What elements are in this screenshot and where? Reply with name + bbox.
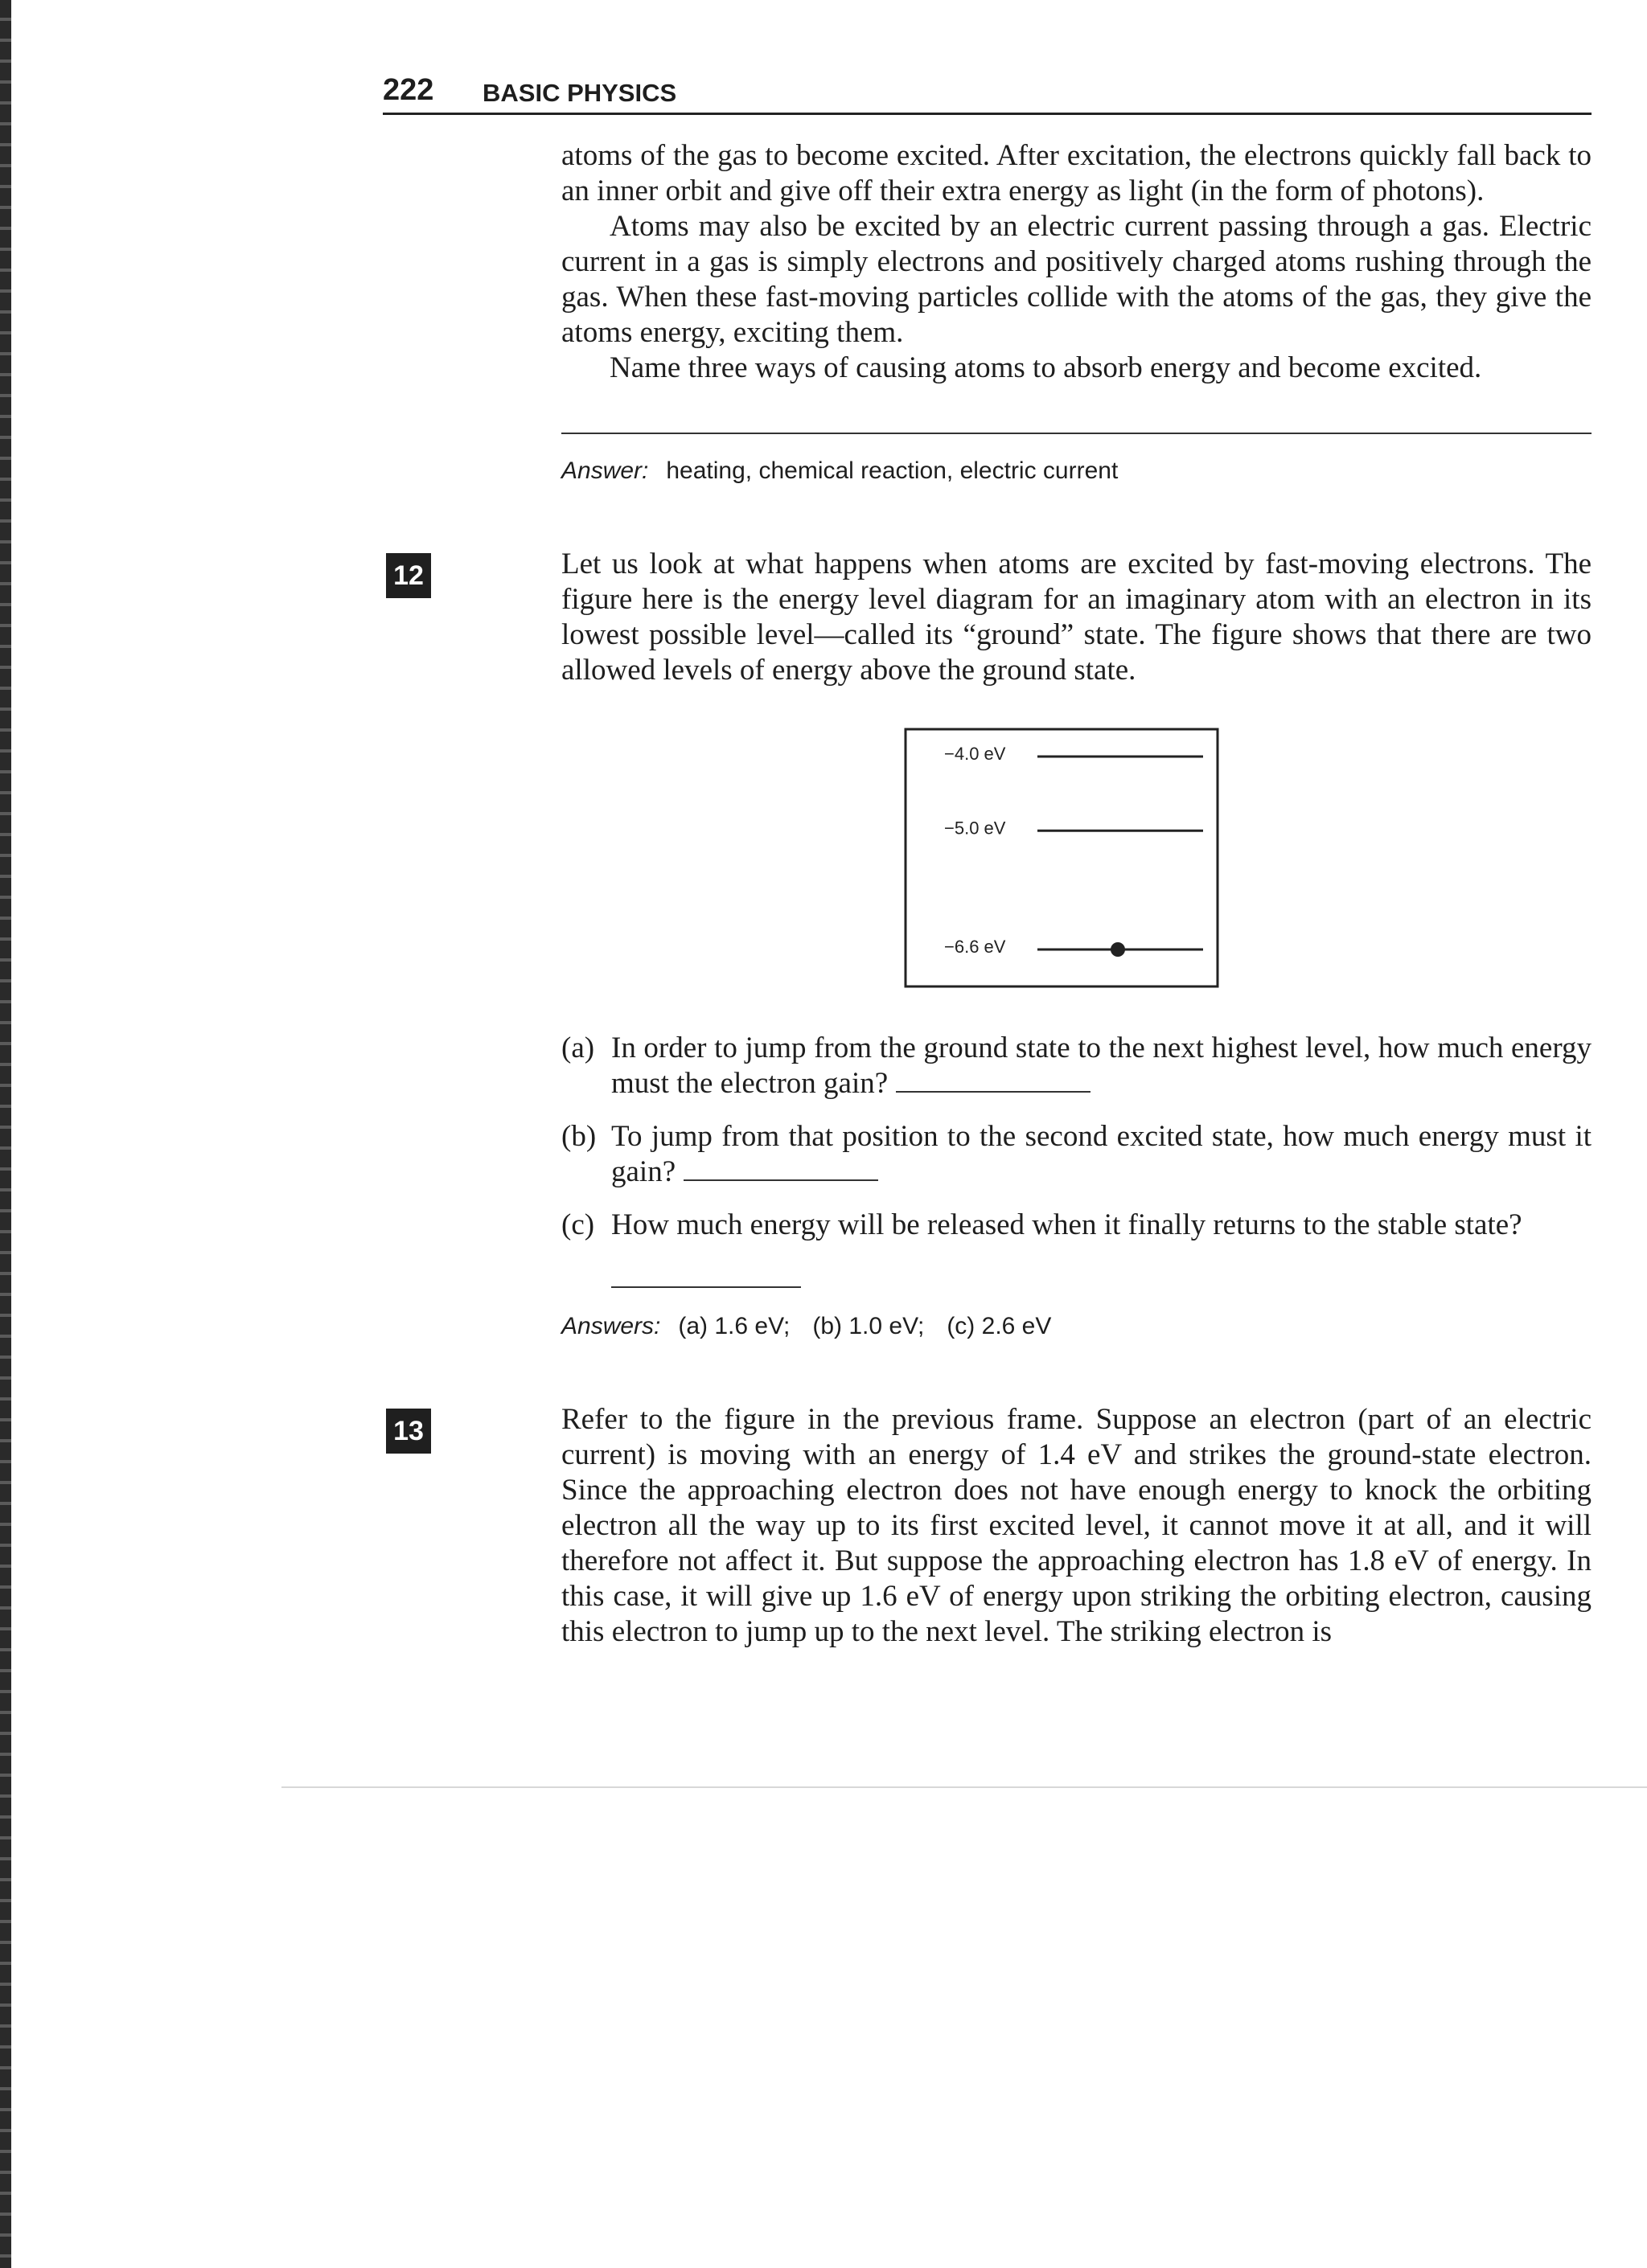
intro-paragraph-1: atoms of the gas to become excited. After excitation, the electrons quickly fall back to an inner orbit and give off their extra energy as light (in the form of photons). xyxy=(561,139,1592,207)
page-header xyxy=(383,71,1592,115)
answer-write-line xyxy=(561,433,1592,434)
page-number: 222 xyxy=(383,73,434,107)
question-a-label: (a) xyxy=(561,1031,595,1064)
running-head: BASIC PHYSICS xyxy=(483,79,677,107)
question-a-text: In order to jump from the ground state to the next highest level, how much energy must the electron gain? xyxy=(611,1031,1592,1100)
question-a xyxy=(561,1031,1592,1101)
question-c-text: How much energy will be released when it finally returns to the stable state? xyxy=(611,1208,1522,1241)
intro-text xyxy=(561,138,1592,386)
frame-number-12: 12 xyxy=(386,553,431,598)
answer-b: (b) 1.0 eV; xyxy=(812,1313,925,1339)
energy-level-label-2: −6.6 eV xyxy=(944,937,1006,957)
answers-12 xyxy=(561,1310,1051,1343)
page-bottom-rule xyxy=(281,1786,1647,1788)
frame-13-text xyxy=(561,1402,1592,1650)
intro-paragraph-2: Atoms may also be excited by an electric current passing through a gas. Electric current in a gas is simply electrons and positively charged atoms rushing through the gas. When these fast-moving particles collide with the atoms of the gas, they give the atoms energy, exciting them. xyxy=(561,210,1592,349)
question-c xyxy=(561,1208,1592,1243)
intro-question: Name three ways of causing atoms to absorb energy and become excited. xyxy=(610,351,1482,384)
answer-blank-b[interactable] xyxy=(684,1155,878,1181)
question-b-text: To jump from that position to the second excited state, how much energy must it gain? xyxy=(611,1120,1592,1188)
question-c-label: (c) xyxy=(561,1208,595,1241)
energy-level-label-1: −5.0 eV xyxy=(944,818,1006,839)
answer-text: heating, chemical reaction, electric current xyxy=(666,457,1119,484)
answer-label: Answer: xyxy=(561,457,649,484)
answer-c: (c) 2.6 eV xyxy=(947,1313,1052,1339)
scan-edge xyxy=(0,0,11,2268)
question-b-label: (b) xyxy=(561,1120,597,1153)
energy-level-diagram xyxy=(904,728,1219,988)
frame-12-text xyxy=(561,547,1592,688)
energy-level-label-0: −4.0 eV xyxy=(944,744,1006,764)
answer-a: (a) 1.6 eV; xyxy=(678,1313,791,1339)
frame-13-paragraph: Refer to the figure in the previous frame. Suppose an electron (part of an electric current) is moving with an energy of 1.4 eV and strikes the ground-state electron. Since the approaching electron does not have enough energy to knock the orbiting electron all the way up to its first excited level, it cannot move it at all, and it will therefore not affect it. But suppose the approaching electron has 1.8 eV of energy. In this case, it will give up 1.6 eV of energy upon striking the orbiting electron, causing this electron to jump up to the next level. The striking electron is xyxy=(561,1403,1592,1648)
answer-blank-a[interactable] xyxy=(896,1067,1090,1093)
ground-state-electron xyxy=(1111,942,1125,957)
frame-12-paragraph: Let us look at what happens when atoms are excited by fast-moving electrons. The figure here is the energy level diagram for an imaginary atom with an electron in its lowest possible level—called its “ground” state. The figure shows that there are two allowed levels of energy above the ground state. xyxy=(561,548,1592,687)
answer-11 xyxy=(561,455,1118,487)
frame-number-13: 13 xyxy=(386,1409,431,1454)
answers-label: Answers: xyxy=(561,1313,661,1339)
answer-blank-c[interactable] xyxy=(611,1286,801,1288)
question-b xyxy=(561,1119,1592,1190)
